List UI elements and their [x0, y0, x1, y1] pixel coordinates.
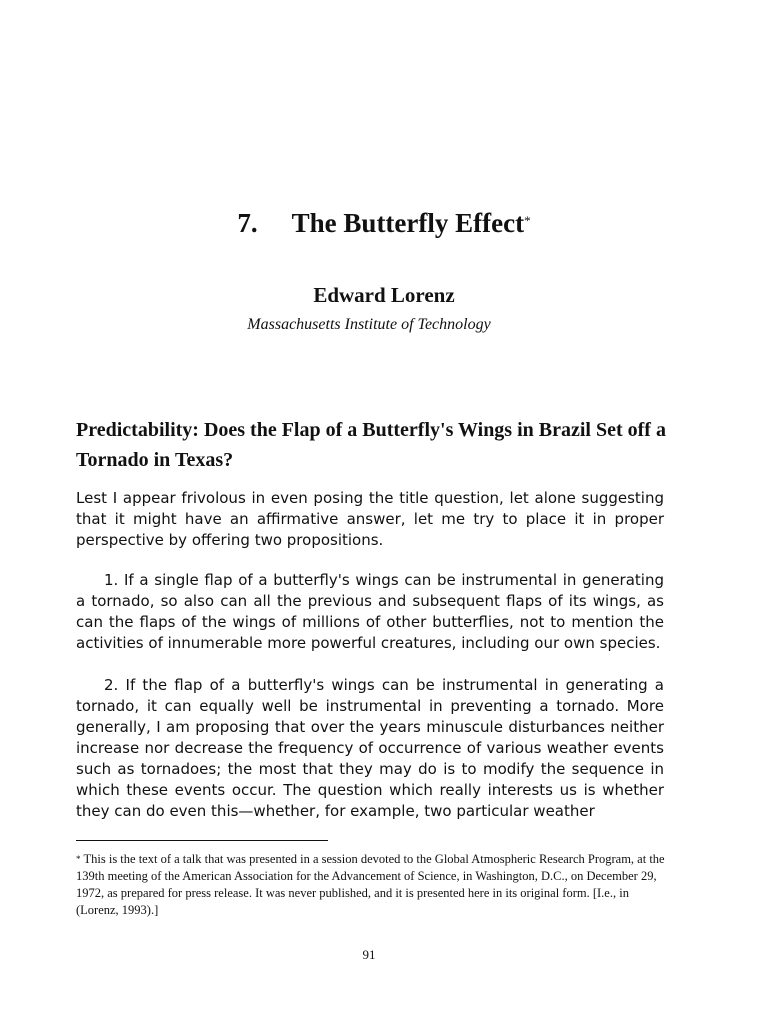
footnote-text: This is the text of a talk that was presented in a session devoted to the Global Atmospheric Research Program, at the 139th meeting of the American Association for the Advancement of Science, in Washington, D.C., on December 29, 1972, as prepared for press release. It was never published, and it is presented here in its original form. [I.e., in (Lorenz, 1993).]: [76, 852, 665, 917]
proposition-one-paragraph: 1. If a single flap of a butterfly's wings can be instrumental in generating a tornado, so also can all the previous and subsequent flaps of its wings, as can the flaps of the wings of millions of other butterflies, not to mention the activities of innumerable more powerful creatures, including our own species.: [76, 571, 664, 652]
footnote-marker: *: [76, 854, 81, 864]
proposition-two-paragraph: 2. If the flap of a butterfly's wings can be instrumental in generating a tornado, it can equally well be instrumental in preventing a tornado. More generally, I am proposing that over the years minuscule disturbances neither increase nor decrease the frequency of occurrence of various weather events such as tornadoes; the most that they may do is to modify the sequence in which these events occur. The question which really interests us is whether they can do even this—whether, for example, two particular weather: [76, 676, 664, 820]
page-number: 91: [362, 947, 376, 962]
author-affiliation: Massachusetts Institute of Technology: [247, 316, 491, 333]
intro-paragraph: Lest I appear frivolous in even posing the title question, let alone suggesting that it might have an affirmative answer, let me try to place it in proper perspective by offering two propositions.: [76, 489, 664, 549]
chapter-number: 7.: [237, 208, 258, 238]
title-footnote-marker: *: [524, 213, 531, 228]
chapter-title: [0, 206, 768, 240]
section-heading: Predictability: Does the Flap of a Butterfly's Wings in Brazil Set off a Tornado in Texas?: [76, 419, 666, 471]
chapter-title-text: The Butterfly Effect: [291, 208, 525, 238]
footnote: [76, 851, 668, 919]
author-name: Edward Lorenz: [313, 283, 455, 307]
footnote-divider: [76, 840, 328, 841]
